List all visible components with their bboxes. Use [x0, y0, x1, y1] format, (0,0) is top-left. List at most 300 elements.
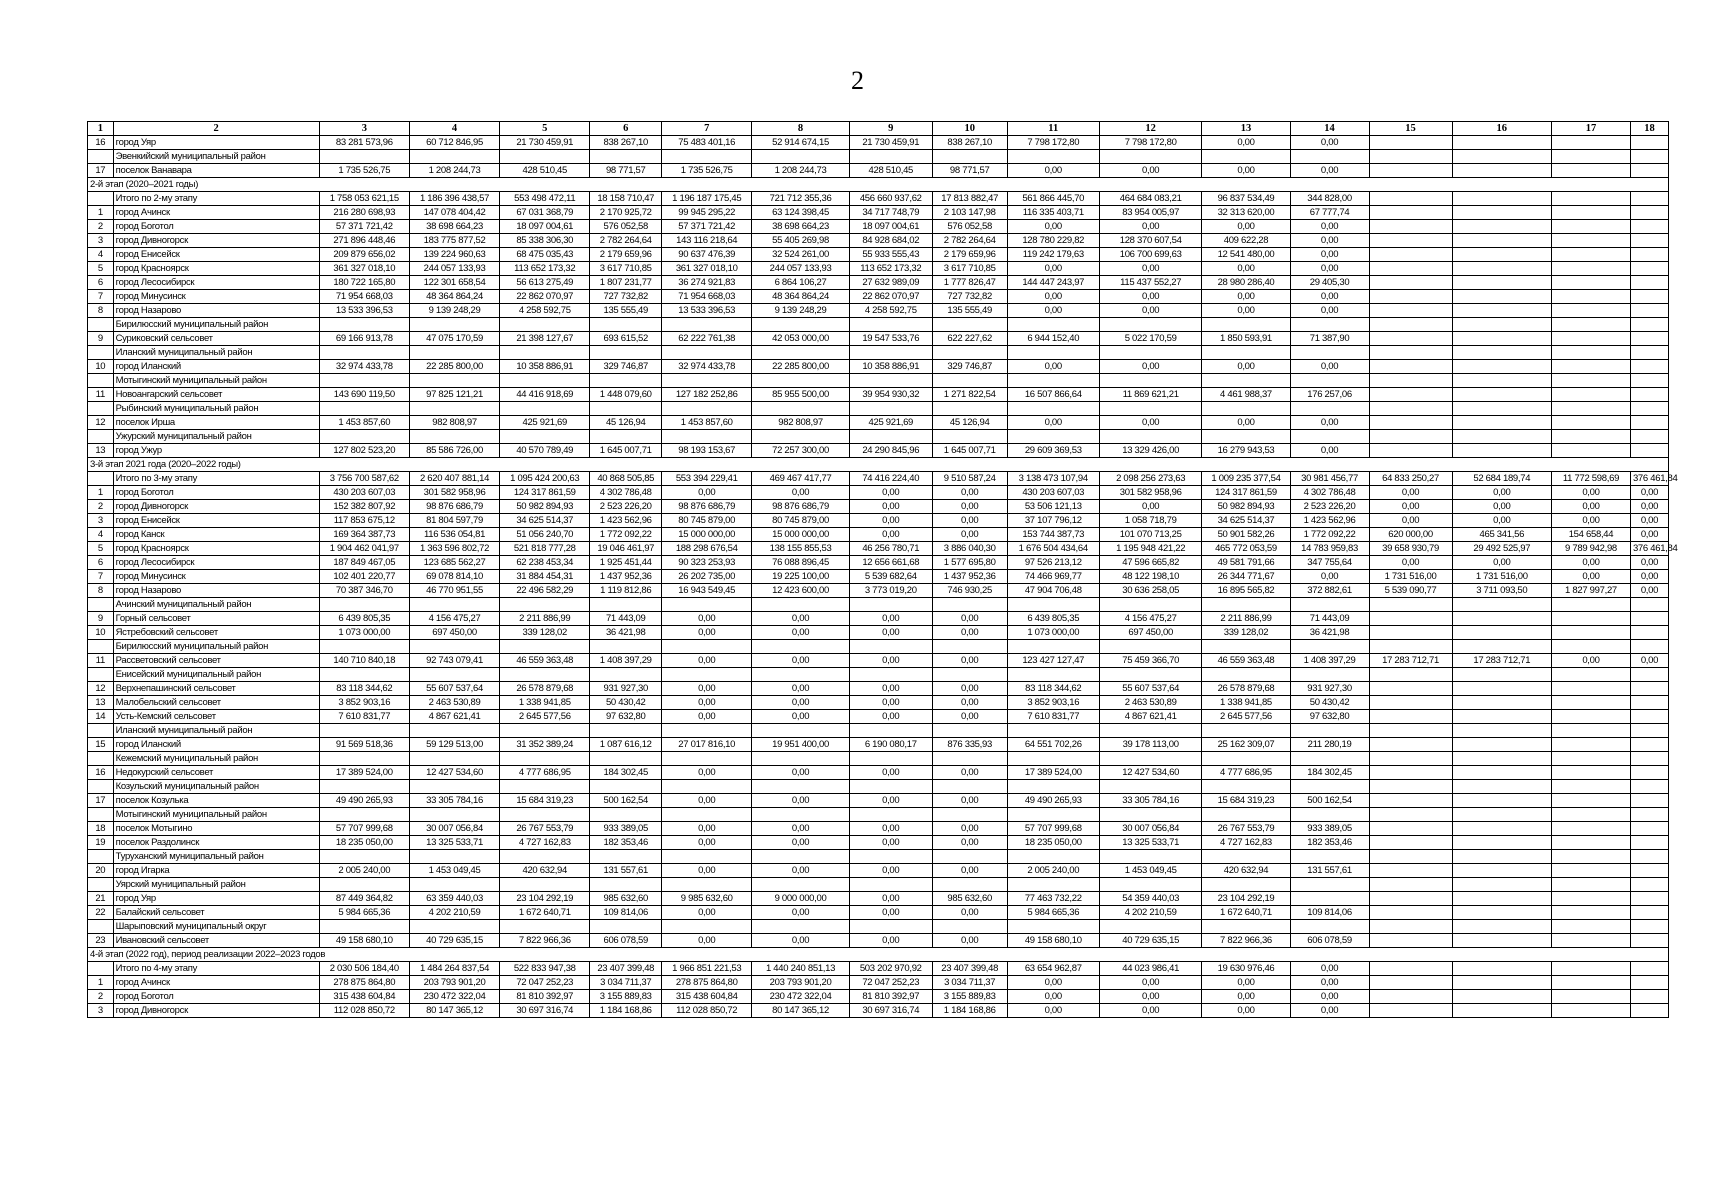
empty-cell [1007, 374, 1099, 388]
value-cell [1552, 766, 1631, 780]
subheader-label: Туруханский муниципальный район [113, 850, 319, 864]
value-cell: 68 475 035,43 [500, 248, 590, 262]
value-cell [1369, 864, 1452, 878]
value-cell: 37 107 796,12 [1007, 514, 1099, 528]
empty-cell [1369, 850, 1452, 864]
value-cell: 39 658 930,79 [1369, 542, 1452, 556]
value-cell: 81 810 392,97 [849, 990, 932, 1004]
value-cell: 135 555,49 [590, 304, 662, 318]
table-row [88, 906, 1669, 920]
table-row [88, 206, 1669, 220]
value-cell: 0,00 [849, 696, 932, 710]
value-cell: 0,00 [1630, 584, 1668, 598]
value-cell [1630, 962, 1668, 976]
value-cell [1452, 822, 1551, 836]
subheader-label: Эвенкийский муниципальный район [113, 150, 319, 164]
table-row [88, 528, 1669, 542]
table-row [88, 486, 1669, 500]
value-cell: 13 533 396,53 [662, 304, 752, 318]
value-cell: 0,00 [662, 710, 752, 724]
value-cell: 131 557,61 [1290, 864, 1369, 878]
table-row [88, 654, 1669, 668]
value-cell: 3 852 903,16 [1007, 696, 1099, 710]
row-number: 16 [88, 766, 114, 780]
value-cell: 2 782 264,64 [590, 234, 662, 248]
row-number: 3 [88, 234, 114, 248]
empty-cell [590, 808, 662, 822]
value-cell [1452, 276, 1551, 290]
header-cell: 15 [1369, 122, 1452, 136]
empty-cell [1630, 668, 1668, 682]
table-row [88, 444, 1669, 458]
value-cell: 0,00 [1007, 304, 1099, 318]
value-cell: 23 407 399,48 [932, 962, 1007, 976]
value-cell [1369, 990, 1452, 1004]
value-cell: 36 421,98 [590, 626, 662, 640]
header-cell: 3 [319, 122, 409, 136]
value-cell [1552, 710, 1631, 724]
value-cell [1552, 388, 1631, 402]
table-row [88, 542, 1669, 556]
empty-cell [1007, 724, 1099, 738]
value-cell: 74 416 224,40 [849, 472, 932, 486]
value-cell [1452, 332, 1551, 346]
value-cell: 329 746,87 [932, 360, 1007, 374]
value-cell: 85 955 500,00 [752, 388, 849, 402]
empty-cell [1630, 402, 1668, 416]
row-name: Итого по 2-му этапу [113, 192, 319, 206]
value-cell: 301 582 958,96 [409, 486, 499, 500]
value-cell: 115 437 552,27 [1099, 276, 1202, 290]
value-cell: 0,00 [1552, 514, 1631, 528]
value-cell: 1 095 424 200,63 [500, 472, 590, 486]
row-number: 23 [88, 934, 114, 948]
value-cell: 188 298 676,54 [662, 542, 752, 556]
value-cell: 1 735 526,75 [319, 164, 409, 178]
empty-cell [1452, 346, 1551, 360]
value-cell [1452, 1004, 1551, 1018]
empty-cell [1552, 598, 1631, 612]
value-cell [1552, 976, 1631, 990]
value-cell: 0,00 [752, 696, 849, 710]
empty-cell [932, 752, 1007, 766]
table-row [88, 304, 1669, 318]
empty-cell [752, 402, 849, 416]
header-cell: 5 [500, 122, 590, 136]
value-cell: 112 028 850,72 [662, 1004, 752, 1018]
value-cell [1369, 290, 1452, 304]
data-table-container [87, 121, 1678, 1018]
empty-cell [1630, 808, 1668, 822]
empty-cell [1099, 724, 1202, 738]
value-cell [1452, 192, 1551, 206]
value-cell: 0,00 [752, 654, 849, 668]
value-cell [1369, 234, 1452, 248]
header-cell: 7 [662, 122, 752, 136]
value-cell [1369, 332, 1452, 346]
value-cell [1552, 738, 1631, 752]
value-cell: 0,00 [1007, 164, 1099, 178]
value-cell: 1 119 812,86 [590, 584, 662, 598]
value-cell: 1 577 695,80 [932, 556, 1007, 570]
row-number: 1 [88, 976, 114, 990]
value-cell: 0,00 [752, 710, 849, 724]
value-cell: 1 772 092,22 [1290, 528, 1369, 542]
row-number: 2 [88, 500, 114, 514]
row-name: город Ачинск [113, 976, 319, 990]
empty-cell [1099, 318, 1202, 332]
value-cell [1369, 276, 1452, 290]
value-cell: 697 450,00 [409, 626, 499, 640]
value-cell: 561 866 445,70 [1007, 192, 1099, 206]
value-cell: 430 203 607,03 [319, 486, 409, 500]
empty-cell [409, 724, 499, 738]
empty-cell [319, 430, 409, 444]
value-cell [1369, 136, 1452, 150]
value-cell: 420 632,94 [500, 864, 590, 878]
value-cell: 3 773 019,20 [849, 584, 932, 598]
empty-cell [590, 402, 662, 416]
value-cell: 0,00 [1452, 486, 1551, 500]
header-cell: 10 [932, 122, 1007, 136]
value-cell: 0,00 [662, 794, 752, 808]
empty-cell [319, 920, 409, 934]
value-cell [1552, 892, 1631, 906]
value-cell: 2 103 147,98 [932, 206, 1007, 220]
row-name: город Енисейск [113, 248, 319, 262]
value-cell: 2 463 530,89 [409, 696, 499, 710]
value-cell [1452, 220, 1551, 234]
value-cell: 0,00 [662, 654, 752, 668]
value-cell: 22 285 800,00 [409, 360, 499, 374]
value-cell: 0,00 [1202, 1004, 1290, 1018]
header-cell: 13 [1202, 122, 1290, 136]
value-cell: 31 884 454,31 [500, 570, 590, 584]
value-cell [1552, 836, 1631, 850]
table-row [88, 556, 1669, 570]
value-cell: 85 586 726,00 [409, 444, 499, 458]
empty-cell [1552, 430, 1631, 444]
value-cell: 0,00 [932, 766, 1007, 780]
empty-cell [1202, 318, 1290, 332]
value-cell [1369, 962, 1452, 976]
empty-cell [1452, 374, 1551, 388]
value-cell [1369, 220, 1452, 234]
empty-cell [849, 724, 932, 738]
empty-cell [1099, 598, 1202, 612]
subheader-label: Иланский муниципальный район [113, 346, 319, 360]
row-name: Горный сельсовет [113, 612, 319, 626]
value-cell: 0,00 [849, 514, 932, 528]
value-cell: 0,00 [1290, 444, 1369, 458]
empty-cell [590, 346, 662, 360]
empty-cell [1290, 430, 1369, 444]
value-cell: 3 852 903,16 [319, 696, 409, 710]
value-cell [1369, 612, 1452, 626]
value-cell [1452, 444, 1551, 458]
value-cell [1552, 332, 1631, 346]
value-cell: 329 746,87 [590, 360, 662, 374]
value-cell: 109 814,06 [590, 906, 662, 920]
empty-cell [1452, 752, 1551, 766]
empty-cell [932, 598, 1007, 612]
value-cell: 0,00 [1452, 500, 1551, 514]
subheader-label: Бирилюсский муниципальный район [113, 318, 319, 332]
empty-cell [1452, 318, 1551, 332]
value-cell: 23 104 292,19 [1202, 892, 1290, 906]
value-cell: 24 290 845,96 [849, 444, 932, 458]
empty-cell [590, 598, 662, 612]
empty-cell [1630, 850, 1668, 864]
empty-cell [662, 402, 752, 416]
value-cell: 5 539 682,64 [849, 570, 932, 584]
value-cell: 85 338 306,30 [500, 234, 590, 248]
value-cell: 2 179 659,96 [590, 248, 662, 262]
value-cell: 26 767 553,79 [500, 822, 590, 836]
value-cell: 1 408 397,29 [1290, 654, 1369, 668]
empty-cell [752, 640, 849, 654]
value-cell: 0,00 [1630, 500, 1668, 514]
empty-cell [1552, 878, 1631, 892]
value-cell [1552, 1004, 1631, 1018]
value-cell: 2 211 886,99 [1202, 612, 1290, 626]
value-cell [1630, 220, 1668, 234]
value-cell [1452, 164, 1551, 178]
value-cell: 0,00 [1099, 990, 1202, 1004]
value-cell: 428 510,45 [849, 164, 932, 178]
value-cell: 216 280 698,93 [319, 206, 409, 220]
value-cell [1552, 962, 1631, 976]
empty-cell [849, 668, 932, 682]
value-cell: 50 901 582,26 [1202, 528, 1290, 542]
empty-cell [932, 668, 1007, 682]
value-cell: 12 427 534,60 [1099, 766, 1202, 780]
value-cell: 10 358 886,91 [500, 360, 590, 374]
value-cell: 5 539 090,77 [1369, 584, 1452, 598]
empty-cell [319, 150, 409, 164]
empty-cell [1552, 724, 1631, 738]
subheader-row [88, 780, 1669, 794]
value-cell: 10 358 886,91 [849, 360, 932, 374]
value-cell: 0,00 [1202, 136, 1290, 150]
value-cell: 9 985 632,60 [662, 892, 752, 906]
row-number: 15 [88, 738, 114, 752]
value-cell [1369, 822, 1452, 836]
value-cell: 1 363 596 802,72 [409, 542, 499, 556]
empty-cell [1552, 752, 1631, 766]
table-row [88, 696, 1669, 710]
empty-cell [590, 374, 662, 388]
value-cell: 456 660 937,62 [849, 192, 932, 206]
value-cell: 26 578 879,68 [1202, 682, 1290, 696]
empty-cell [1290, 878, 1369, 892]
value-cell: 933 389,05 [590, 822, 662, 836]
value-cell [1630, 136, 1668, 150]
empty-cell [932, 878, 1007, 892]
value-cell: 80 147 365,12 [752, 1004, 849, 1018]
empty-cell [500, 598, 590, 612]
empty-cell [1202, 878, 1290, 892]
value-cell: 1 184 168,86 [932, 1004, 1007, 1018]
value-cell: 0,00 [1290, 416, 1369, 430]
value-cell: 153 744 387,73 [1007, 528, 1099, 542]
table-row [88, 836, 1669, 850]
row-number: 9 [88, 612, 114, 626]
empty-cell [1202, 346, 1290, 360]
row-name: Новоангарский сельсовет [113, 388, 319, 402]
value-cell: 0,00 [849, 766, 932, 780]
value-cell: 838 267,10 [590, 136, 662, 150]
row-number: 17 [88, 794, 114, 808]
empty-cell [1290, 808, 1369, 822]
empty-cell [1202, 430, 1290, 444]
value-cell: 4 777 686,95 [500, 766, 590, 780]
row-name: поселок Мотыгино [113, 822, 319, 836]
value-cell [1452, 136, 1551, 150]
table-row [88, 332, 1669, 346]
value-cell: 36 421,98 [1290, 626, 1369, 640]
value-cell: 50 430,42 [590, 696, 662, 710]
value-cell: 7 798 172,80 [1007, 136, 1099, 150]
value-cell: 1 073 000,00 [319, 626, 409, 640]
empty-cell [1552, 402, 1631, 416]
subheader-row [88, 640, 1669, 654]
value-cell: 464 684 083,21 [1099, 192, 1202, 206]
value-cell: 64 551 702,26 [1007, 738, 1099, 752]
subheader-row [88, 850, 1669, 864]
section-label: 3-й этап 2021 года (2020–2022 годы) [88, 458, 1669, 472]
table-row [88, 612, 1669, 626]
empty-cell [662, 724, 752, 738]
empty-cell [1452, 150, 1551, 164]
value-cell: 3 138 473 107,94 [1007, 472, 1099, 486]
value-cell [1452, 934, 1551, 948]
subheader-label: Ужурский муниципальный район [113, 430, 319, 444]
empty-cell [1099, 780, 1202, 794]
row-name: город Красноярск [113, 262, 319, 276]
value-cell: 1 645 007,71 [932, 444, 1007, 458]
value-cell: 16 943 549,45 [662, 584, 752, 598]
value-cell: 44 023 986,41 [1099, 962, 1202, 976]
value-cell: 30 007 056,84 [409, 822, 499, 836]
value-cell: 51 056 240,70 [500, 528, 590, 542]
empty-cell [1290, 402, 1369, 416]
value-cell: 301 582 958,96 [1099, 486, 1202, 500]
value-cell: 0,00 [1202, 304, 1290, 318]
table-row [88, 934, 1669, 948]
value-cell [1552, 304, 1631, 318]
value-cell: 0,00 [752, 682, 849, 696]
value-cell [1630, 836, 1668, 850]
table-row [88, 766, 1669, 780]
value-cell: 606 078,59 [590, 934, 662, 948]
value-cell: 1 271 822,54 [932, 388, 1007, 402]
value-cell: 12 423 600,00 [752, 584, 849, 598]
value-cell: 28 980 286,40 [1202, 276, 1290, 290]
value-cell: 622 227,62 [932, 332, 1007, 346]
empty-cell [500, 724, 590, 738]
value-cell: 1 453 857,60 [662, 416, 752, 430]
empty-cell [1007, 150, 1099, 164]
value-cell: 124 317 861,59 [1202, 486, 1290, 500]
empty-cell [662, 808, 752, 822]
value-cell: 0,00 [932, 486, 1007, 500]
empty-cell [1099, 640, 1202, 654]
row-name: Балайский сельсовет [113, 906, 319, 920]
subheader-row [88, 598, 1669, 612]
empty-cell [1007, 430, 1099, 444]
value-cell [1452, 962, 1551, 976]
value-cell: 0,00 [849, 934, 932, 948]
value-cell: 0,00 [1290, 248, 1369, 262]
value-cell: 49 490 265,93 [319, 794, 409, 808]
value-cell: 1 087 616,12 [590, 738, 662, 752]
empty-cell [409, 780, 499, 794]
empty-cell [662, 346, 752, 360]
value-cell [1630, 332, 1668, 346]
value-cell: 0,00 [1202, 360, 1290, 374]
row-name: поселок Раздолинск [113, 836, 319, 850]
value-cell: 69 078 814,10 [409, 570, 499, 584]
value-cell: 0,00 [932, 710, 1007, 724]
value-cell: 9 000 000,00 [752, 892, 849, 906]
value-cell: 1 009 235 377,54 [1202, 472, 1290, 486]
empty-cell [849, 780, 932, 794]
value-cell: 4 461 988,37 [1202, 388, 1290, 402]
row-name: Усть-Кемский сельсовет [113, 710, 319, 724]
value-cell: 127 182 252,86 [662, 388, 752, 402]
empty-cell [1290, 374, 1369, 388]
value-cell [1369, 738, 1452, 752]
empty-cell [662, 640, 752, 654]
header-cell: 1 [88, 122, 114, 136]
empty-cell [319, 318, 409, 332]
table-row [88, 794, 1669, 808]
empty-cell [662, 374, 752, 388]
row-number: 13 [88, 444, 114, 458]
value-cell: 931 927,30 [590, 682, 662, 696]
empty-cell [1369, 640, 1452, 654]
empty-cell [1202, 724, 1290, 738]
empty-cell [1552, 808, 1631, 822]
value-cell: 84 928 684,02 [849, 234, 932, 248]
empty-cell [1630, 752, 1668, 766]
empty-cell [409, 850, 499, 864]
value-cell: 0,00 [1202, 220, 1290, 234]
row-number: 8 [88, 584, 114, 598]
value-cell: 69 166 913,78 [319, 332, 409, 346]
value-cell: 1 448 079,60 [590, 388, 662, 402]
value-cell: 6 439 805,35 [1007, 612, 1099, 626]
value-cell [1452, 906, 1551, 920]
value-cell: 38 698 664,23 [409, 220, 499, 234]
table-row [88, 976, 1669, 990]
empty-cell [752, 878, 849, 892]
value-cell: 4 302 786,48 [1290, 486, 1369, 500]
value-cell [1369, 1004, 1452, 1018]
value-cell: 278 875 864,80 [662, 976, 752, 990]
empty-cell [1007, 920, 1099, 934]
value-cell [1552, 444, 1631, 458]
value-cell: 29 609 369,53 [1007, 444, 1099, 458]
table-row [88, 220, 1669, 234]
row-number: 17 [88, 164, 114, 178]
value-cell: 2 645 577,56 [500, 710, 590, 724]
value-cell [1452, 990, 1551, 1004]
header-row [88, 122, 1669, 136]
value-cell [1552, 360, 1631, 374]
value-cell [1552, 612, 1631, 626]
